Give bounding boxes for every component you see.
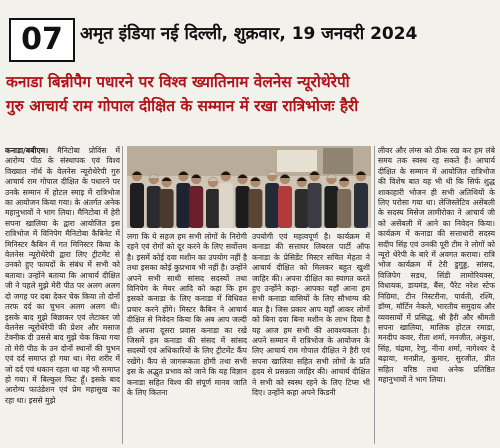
paper-name: अमृत इंडिया: [80, 24, 155, 44]
headline-line-2: गुरु आचार्य राम गोपाल दीक्षित के सम्मान में रखा रात्रिभोजः हैरी: [6, 97, 359, 115]
group-photo-image: [127, 146, 371, 228]
article-text-2: लगा कि ये सहज हम सभी लोगों के निरोगी रहने एवं रोगों को दूर करने के लिए सर्वोत्तम है। इसमें कोई दवा मशीन का उपयोग नहीं है तथा इसका कोई कुप्रभाव भी नहीं है। उन्होंने अपने सभी साथी सांसद सदस्यों तथा विनिपेग के मेयर आदि को कहा कि हम इसको कनाडा के लिए कनाडा में विधिवत प्रचार करने होंगे। मिस्टर कैबिन ने आचार्य दीक्षित से निवेदन किया कि अब आप जल्दी ही अपना दूसरा प्रवास कनाडा का रखे जिसमें हम कनाडा की संसद में सांसद सदस्यों एवं अधिकारियों के लिए ट्रीटमेंट कैंप रखेंगे। कैंप से जागरूकता होगी तथा सभी इस के अद्भुत प्रभाव को जाने कि यह विज्ञान कनाडा सहित विश्व की संपूर्ण मानव जाति के लिए कितना: [127, 232, 247, 398]
article-column-2: [127, 232, 247, 444]
group-photo: [127, 146, 371, 228]
date: 19 जनवरी 2024: [291, 24, 418, 44]
day: शुक्रवार,: [233, 24, 286, 44]
page-number: 07: [9, 18, 75, 62]
article-text-3: उपयोगी एवं महत्वपूर्ण है। कार्यक्रम में कनाडा की सत्ताघर लिबरल पार्टी ऑफ कनाडा के प्रेसिडेंट मिस्टर सचित मेहता ने आचार्य दीक्षित को मिलकर बहुत खुशी जाहिर की। अपना दीक्षित का स्वागत करते हुए उन्होंने कहा- आपका यहाँ आना हम सभी कनाडा वासियों के लिए सौभाग्य की बात है। जिस प्रकार आप यहाँ आकर लोगों को बिना दवा बिना मशीन के लाभ दिया है यह आज हम सभी की आवश्यकता है। अपने सम्मान में रात्रिभोज के आयोजन के लिए आचार्य राम गोपाल दीक्षित ने हैरी एवं सपना खालिया सहित सभी लोगों के प्रति हृदय से प्रसन्नता जाहिर की। आचार्य दीक्षित ने सभी को स्वस्थ रहने के लिए टिप्स भी दिए। उन्होंने कहा अपने किडनी: [252, 232, 370, 398]
masthead-line: [80, 22, 417, 46]
headline-line-1: कनाडा बिन्नीपैग पधारने पर विश्व ख्यातिनाम वेलनेस न्यूरोथेरेपी: [6, 73, 350, 91]
article-text-1: मैनिटोबा प्रोविंस में आरोग्य पीठ के संस्थापक एवं विश्व विख्यात नॉर्थ के वेलनेस न्यूरोथेरेपी गुरु आचार्य राम गोपाल दीक्षित के पधारने पर उनके सम्मान में होटल स्माइ में रात्रिभोज का आयोजन किया गया। के अंतर्गत अनेक महानुभावों ने भाग लिया। मैनिटोबा में हेरी सपना खालिया के द्वारा आयोजित इस रात्रिभोज में विनिपेग मैनिटोबा कैबिनेट में मिनिस्टर कैबिन में गत मिनिस्टर किया के वेलनेस न्यूरोथेरेपी द्वारा लिए ट्रीटमेंट से उनको हुए फायदों के संबंध में सभी को बताया। उन्होंने बताया कि आचार्य दीक्षित जी ने पहले मुझे मेरी पीठ पर अलग अलग दो जगह पर दबा देकर चेक किया तो दोनों तरफ दर्द का चुभन अलग अलग थी। इसके बाद मुझे बिछाकर एवं लेटाकर जो वेलनेस न्यूरोथेरेपी की प्रेशर और मसाज टेक्नीक दी उससे बाद मुझे चेक किया गया तो मेरी पीठ के उन दोनों स्थानों की चुभन एवं दर्द समाप्त हो गया था। मेरा शरीर में जो दर्द एवं थकान रहता था वह भी समाप्त हो गया। में बिल्कुल फिट हूँ। इसके बाद आरोग्य फाउंडेशन एवं प्रेम महासुख का रहा था। इससे मुझे: [5, 146, 120, 405]
masthead: [0, 0, 500, 62]
article-text-4: लीवर और लंग्स को ठीक रख कर हम लंबे समय तक स्वस्थ रह सकते हैं। आचार्य दीक्षित के सम्मान में आयोजित रात्रिभोज की विशेष बात यह भी थी कि सिर्फ शुद्ध शाकाहारी भोजन ही सभी अतिथियों के लिए परोसा गया था। लेजिस्लेटिव असेंबली के सदस्य मिसेज लामीरोका ने आचार्य जी को असेंबली में आने का निवेदन किया। कार्यक्रम में कनाडा की सत्ताधारी सदस्य सदीप सिंह एवं उनकी पूरी टीम ने लोगों को न्यूरो थेरेपी के बारे में अवगत कराया। रात्रि भोज कार्यक्रम में टेरी डुगुड्ड, सांसद, विजिपेग सडथ, सिंडी लामोरियक्स, विधायक, डायमंड, बैंस, पैरेट नरेश स्टेफ निग्रिमा, टीन निस्टरीना, पार्वती, रश्मि, डॉग्म, मॉर्टिन नेकले, भारतीय समुदाय और व्यवसायों में प्रसिद्ध, श्री हैरी और श्रीमती सपना खालिया, मालिक होटल रमाडा, मनदीप कवर, रीता शर्मा, मनजीत, अंकुश, सिंह, चंद्रमा, रेणु, नीना शर्मा, नागेश्वर दे बढ़ाया, मनप्रीत, कुमार, सुरजीत, प्रीत सहित वरिष्ठ तथा अनेक प्रतिष्ठित महानुभावों ने भाग लिया।: [378, 146, 495, 384]
column-divider: [374, 146, 375, 444]
dateline: कनाडा/बबीएम।: [5, 146, 49, 155]
article-column-1: [5, 146, 120, 444]
column-divider: [122, 146, 123, 444]
city: नई दिल्ली,: [160, 24, 228, 44]
headline: [6, 70, 496, 118]
article-column-4: [378, 146, 495, 444]
article-column-3: [252, 232, 370, 444]
